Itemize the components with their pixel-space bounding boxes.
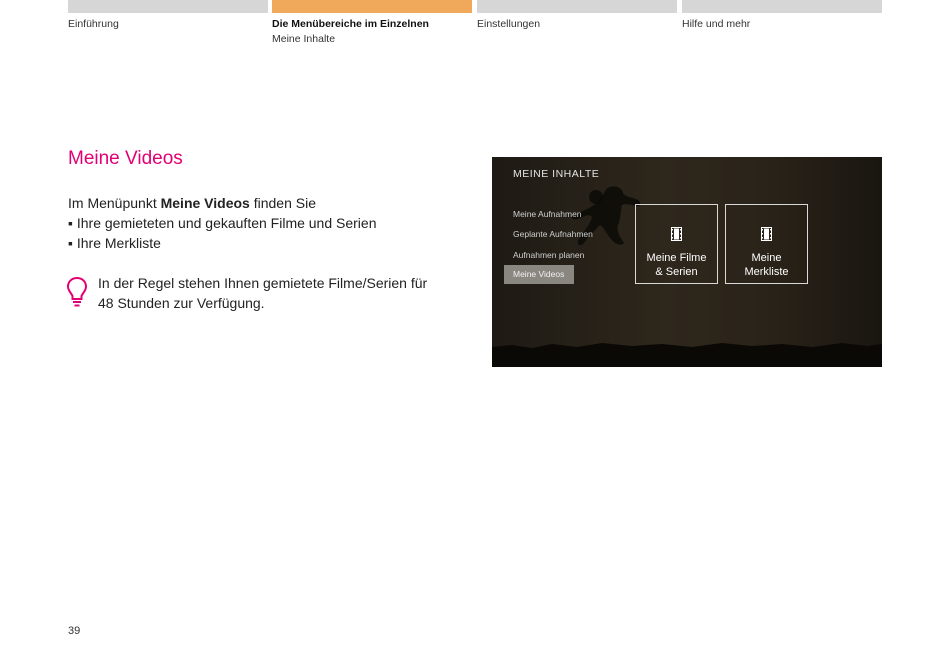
intro-text [68, 193, 377, 253]
nav-tab-sublabel: Meine Inhalte [272, 33, 336, 45]
tile-meine-filme-serien[interactable] [635, 204, 718, 284]
nav-tab-menuebereiche[interactable] [272, 0, 472, 45]
nav-tab-label: Einführung [68, 18, 119, 30]
film-icon [761, 227, 772, 241]
bullet-text: Ihre gemieteten und gekauften Filme und Serien [76, 215, 377, 231]
film-icon [671, 227, 682, 241]
tip-line: In der Regel stehen Ihnen gemietete Filme/Serien für [98, 275, 428, 291]
nav-tab-label: Die Menübereiche im Einzelnen [272, 18, 429, 30]
nav-tab-bar [682, 0, 882, 13]
tile-label [726, 251, 807, 279]
tv-screenshot [492, 157, 882, 367]
bullet-marker: ▪ [68, 215, 73, 231]
nav-tab-einfuehrung[interactable] [68, 0, 268, 30]
nav-tab-einstellungen[interactable] [477, 0, 677, 30]
screen-title: MEINE INHALTE [513, 168, 600, 180]
tile-meine-merkliste[interactable] [725, 204, 808, 284]
menu-item-aufnahmen-planen[interactable]: Aufnahmen planen [513, 250, 585, 260]
bullet-text: Ihre Merkliste [76, 235, 161, 251]
lightbulb-icon [66, 276, 88, 308]
tip-text [98, 273, 428, 313]
section-heading: Meine Videos [68, 148, 183, 169]
tile-label-line: Meine Filme [646, 252, 707, 264]
nav-tab-bar [477, 0, 677, 13]
nav-tab-label: Hilfe und mehr [682, 18, 751, 30]
intro-suffix: finden Sie [249, 195, 316, 211]
tile-label-line: Merkliste [744, 266, 789, 278]
intro-bold: Meine Videos [160, 195, 250, 211]
menu-item-geplante-aufnahmen[interactable]: Geplante Aufnahmen [513, 229, 593, 239]
tile-label-line: Meine [751, 252, 782, 264]
horizon-silhouette [492, 337, 882, 367]
nav-tab-hilfe[interactable] [682, 0, 882, 30]
bullet-item [68, 213, 377, 233]
bullet-marker: ▪ [68, 235, 73, 251]
tip-line: 48 Stunden zur Verfügung. [98, 295, 265, 311]
nav-tab-label: Einstellungen [477, 18, 541, 30]
nav-tab-bar-active [272, 0, 472, 13]
menu-item-meine-videos[interactable]: Meine Videos [504, 265, 574, 284]
nav-tab-bar [68, 0, 268, 13]
tile-label [636, 251, 717, 279]
menu-item-meine-aufnahmen[interactable]: Meine Aufnahmen [513, 209, 582, 219]
intro-prefix: Im Menüpunkt [68, 195, 161, 211]
bullet-item [68, 233, 377, 253]
page-number: 39 [68, 625, 81, 637]
tile-label-line: & Serien [655, 266, 698, 278]
